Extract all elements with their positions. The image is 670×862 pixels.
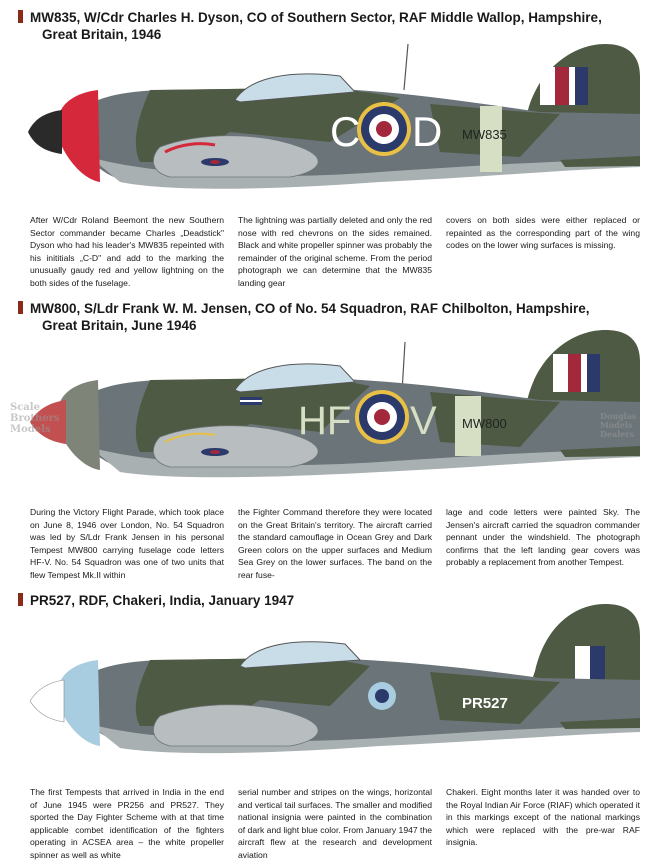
code-letter-right: V [410, 399, 437, 443]
description-column-2: serial number and stripes on the wings, horizontal and vertical tail surfaces. The smaller and modified national insignia were painted in the combination of dark and light blue color. From January 1947 the aircraft flew at the research and development aviation [238, 787, 432, 860]
section-pr527 [0, 592, 670, 858]
description-column-2: The lightning was partially deleted and only the red nose with red chevrons on the sides remained. Black and white propeller spinner was probably the remainder of the original scheme. From the period photograph we can determine that the MW835 landing gear [238, 215, 432, 288]
description-column-2: the Fighter Command therefore they were located on the Great Britain's territory. The aircraft carried the standard camouflage in Ocean Grey and Dark Green colors on the upper surfaces and Medium Sea Grey on the lower surfaces. The band on the rear fuse- [238, 507, 432, 580]
description-column-1: During the Victory Flight Parade, which took place on June 8, 1946 over London, No. 54 Squadron was led by S/Ldr Frank Jensen in his personal Tempest MW800 carrying fuselage code letters HF-V. No. 54 Squadron was one of two units that flew Tempest Mk.II within [30, 507, 224, 580]
description-column-3: Chakeri. Eight months later it was handed over to the Royal Indian Air Force (RIAF) which operated it in this markings except of the national markings which were replaced with the pre-war RAF insignia. [446, 787, 640, 848]
serial-number: MW835 [462, 127, 507, 142]
serial-number: MW800 [462, 416, 507, 431]
code-letter-left: C [330, 108, 361, 155]
section-mw800 [0, 300, 670, 600]
description-columns [30, 214, 640, 290]
description-column-3: covers on both sides were either replaced or repainted as the corresponding part of the wing codes on the lower wing surfaces is missing. [446, 215, 640, 251]
title-line-2: Great Britain, June 1946 [42, 318, 197, 333]
title-line-1: PR527, RDF, Chakeri, India, January 1947 [30, 593, 295, 608]
title-line-2: Great Britain, 1946 [42, 27, 162, 42]
description-columns [30, 506, 640, 582]
title-line-1: MW835, W/Cdr Charles H. Dyson, CO of Southern Sector, RAF Middle Wallop, Hampshire, [30, 10, 602, 25]
watermark-right: Douglas Models Dealers [600, 411, 637, 439]
watermark-left: Scale Brothers Models [10, 402, 60, 435]
title-line-1: MW800, S/Ldr Frank W. M. Jensen, CO of No. 54 Squadron, RAF Chilbolton, Hampshire, [30, 301, 590, 316]
red-nose [60, 90, 100, 182]
description-column-1: The first Tempests that arrived in India in the end of June 1945 were PR256 and PR527. They sported the Day Fighter Scheme with at that time applicable combet identification of the fighters operating in ACSEA area – the white propeller spinner as well as white [30, 787, 224, 860]
propeller-spinner [30, 680, 64, 722]
code-letter-left: HF [298, 399, 352, 443]
description-columns [30, 786, 640, 862]
section-mw835 [0, 0, 670, 290]
aircraft-profile-pr527 [0, 596, 670, 756]
propeller-spinner [28, 110, 62, 154]
code-letter-right: D [412, 108, 443, 155]
title-marker [18, 10, 23, 23]
description-column-3: lage and code letters were painted Sky. The Jensen's aircraft carried the squadron commander pennant under the windshield. The photograph confirms that the left landing gear covers was probably a replacement from another Tempest. [446, 507, 640, 568]
aircraft-profile-mw800 [0, 312, 670, 482]
serial-number: PR527 [462, 695, 508, 712]
description-column-1: After W/Cdr Roland Beemont the new Southern Sector commander became Charles „Deadstick" Dyson who had his leader's MW835 repeinted with his inititials „C-D" and add to the marking the unusually gaudy red and yellow lightning on the both sides of the fuselage. [30, 215, 224, 288]
aircraft-profile-mw835 [0, 32, 670, 202]
